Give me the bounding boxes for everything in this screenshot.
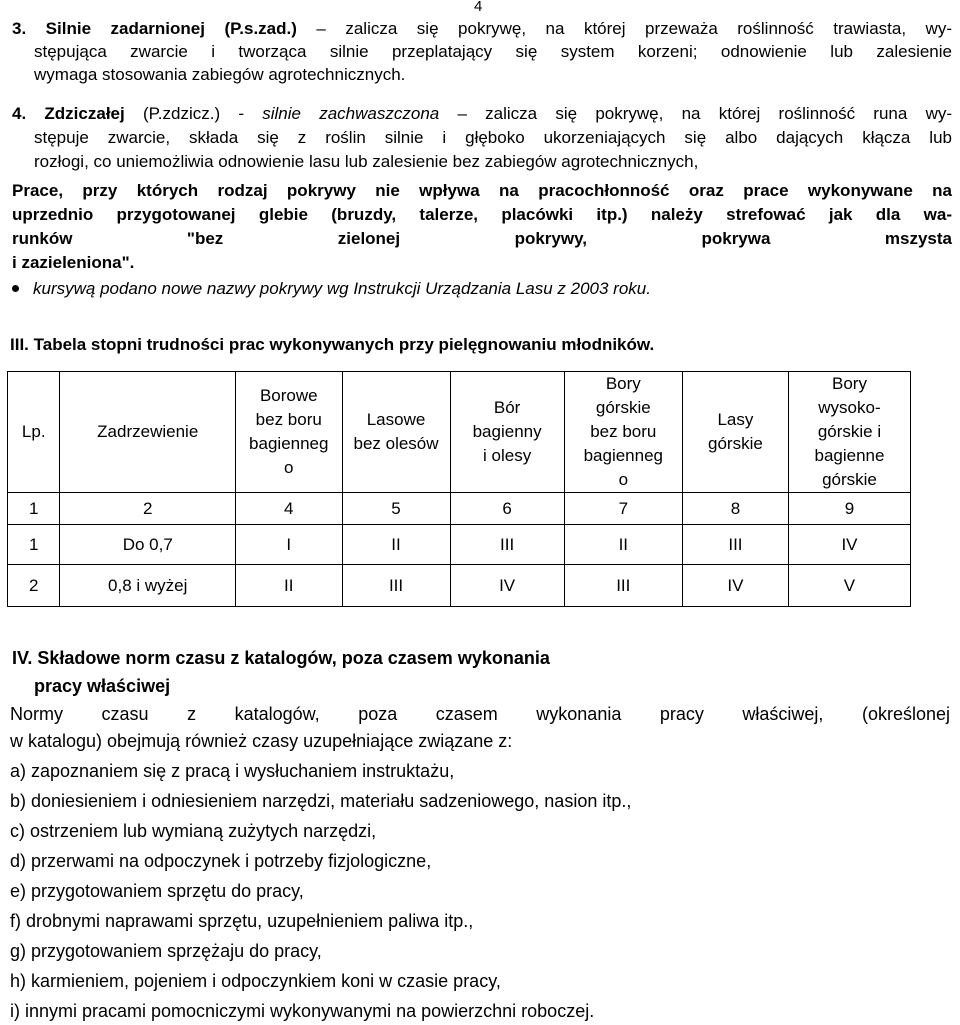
list-item: h) karmieniem, pojeniem i odpoczynkiem koni w czasie pracy, [10, 971, 501, 991]
table-cell: 4 [236, 493, 342, 525]
table-cell: 6 [450, 493, 564, 525]
list-item: b) doniesieniem i odniesieniem narzędzi, materiału sadzeniowego, nasion itp., [10, 791, 632, 811]
difficulty-table [7, 371, 911, 607]
table-cell: II [564, 525, 682, 565]
header-cell: Lp. [8, 372, 60, 493]
table-cell: 2 [60, 493, 236, 525]
table-cell: 8 [682, 493, 788, 525]
list-item: g) przygotowaniem sprzężaju do pracy, [10, 941, 322, 961]
table-section-title: III. Tabela stopni trudności prac wykonywanych przy pielęgnowaniu młodników. [10, 335, 655, 354]
bullet-note: kursywą podano nowe nazwy pokrywy wg Instrukcji Urządzania Lasu z 2003 roku. [12, 279, 651, 299]
table-cell: IV [682, 565, 788, 607]
list-item: d) przerwami na odpoczynek i potrzeby fizjologiczne, [10, 851, 432, 871]
table-cell: IV [450, 565, 564, 607]
section-4-paragraph: 4. Zdziczałej (P.zdzicz.) - silnie zachwaszczona – zalicza się pokrywę, na której roślinność runa wy- stępuje zwarcie, składa się z roślin silnie i głęboko ukorzeniających się albo dających kłącza lub rozłogi, co uniemożliwia odnowienie lasu lub zalesienie bez zabiegów agrotechnicznych, [12, 104, 953, 171]
section-3-paragraph: 3. Silnie zadarnionej (P.s.zad.) – zalicza się pokrywę, na której przeważa roślinność trawiasta, wy- stępująca zwarcie i tworząca silnie przeplatający się system korzeni; odnowienie lub zalesienie wymaga stosowania zabiegów agrotechnicznych. [12, 19, 952, 84]
list-item: c) ostrzeniem lub wymianą zużytych narzędzi, [10, 821, 377, 841]
table-cell: Do 0,7 [60, 525, 236, 565]
table-cell: 0,8 i wyżej [60, 565, 236, 607]
table-cell: 9 [788, 493, 910, 525]
table-cell: I [236, 525, 342, 565]
table-cell: 1 [8, 493, 60, 525]
table-cell: II [236, 565, 342, 607]
header-cell: Lasowe bez olesów [342, 372, 450, 493]
table-row [8, 565, 911, 607]
table-cell: V [788, 565, 910, 607]
list-item: a) zapoznaniem się z pracą i wysłuchaniem instruktażu, [10, 761, 455, 781]
list-item: e) przygotowaniem sprzętu do pracy, [10, 881, 304, 901]
list-item: f) drobnymi naprawami sprzętu, uzupełnieniem paliwa itp., [10, 911, 474, 931]
table-cell: IV [788, 525, 910, 565]
header-cell: Zadrzewienie [60, 372, 236, 493]
bullet-icon [12, 285, 19, 292]
section-iv-title: IV. Składowe norm czasu z katalogów, poza czasem wykonania pracy właściwej [12, 648, 550, 696]
table-cell: 7 [564, 493, 682, 525]
header-cell: Borowe bez boru bagienneg o [236, 372, 342, 493]
header-cell: Bór bagienny i olesy [450, 372, 564, 493]
table-cell: III [450, 525, 564, 565]
list-item: i) innymi pracami pomocniczymi wykonywanymi na powierzchni roboczej. [10, 1001, 595, 1021]
strefowanie-paragraph: Prace, przy których rodzaj pokrywy nie wpływa na pracochłonność oraz prace wykonywane na uprzednio przygotowanej glebie (bruzdy, talerze, placówki itp.) należy strefować jak dla wa- runków "bez zielonej pokrywy, pokrywa mszysta i zazieleniona". [12, 181, 952, 272]
table-cell: 2 [8, 565, 60, 607]
table-cell: III [342, 565, 450, 607]
table-cell: 1 [8, 525, 60, 565]
table-header-row [8, 372, 911, 493]
header-cell: Lasy górskie [682, 372, 788, 493]
table-cell: III [682, 525, 788, 565]
table-row [8, 525, 911, 565]
header-cell: Bory górskie bez boru bagienneg o [564, 372, 682, 493]
section-3-lead: 3. Silnie zadarnionej (P.s.zad.) [12, 19, 297, 38]
header-cell: Bory wysoko- górskie i bagienne górskie [788, 372, 910, 493]
table-cell: II [342, 525, 450, 565]
section-iv-body: Normy czasu z katalogów, poza czasem wykonania pracy właściwej, (określonej w katalogu) obejmują również czasy uzupełniające związane z: a) zapoznaniem się z pracą i wysłuchaniem instruktażu, b) doniesieniem i odniesieniem narzędzi, materiału sadzeniowego, nasion itp., c) ostrzeniem lub wymianą zużytych narzędzi, d) przerwami na odpoczynek i potrzeby fizjologiczne, e) przygotowaniem sprzętu do pracy, f) drobnymi naprawami sprzętu, uzupełnieniem paliwa itp., g) przygotowaniem sprzężaju do pracy, h) karmieniem, pojeniem i odpoczynkiem koni w czasie pracy, i) innymi pracami pomocniczymi wykonywanymi na powierzchni roboczej. [10, 701, 950, 1025]
table-cell: 5 [342, 493, 450, 525]
table-cell: III [564, 565, 682, 607]
section-4-lead: 4. Zdziczałej [12, 104, 125, 123]
page-number: 4 [474, 0, 483, 15]
column-number-row [8, 493, 911, 525]
